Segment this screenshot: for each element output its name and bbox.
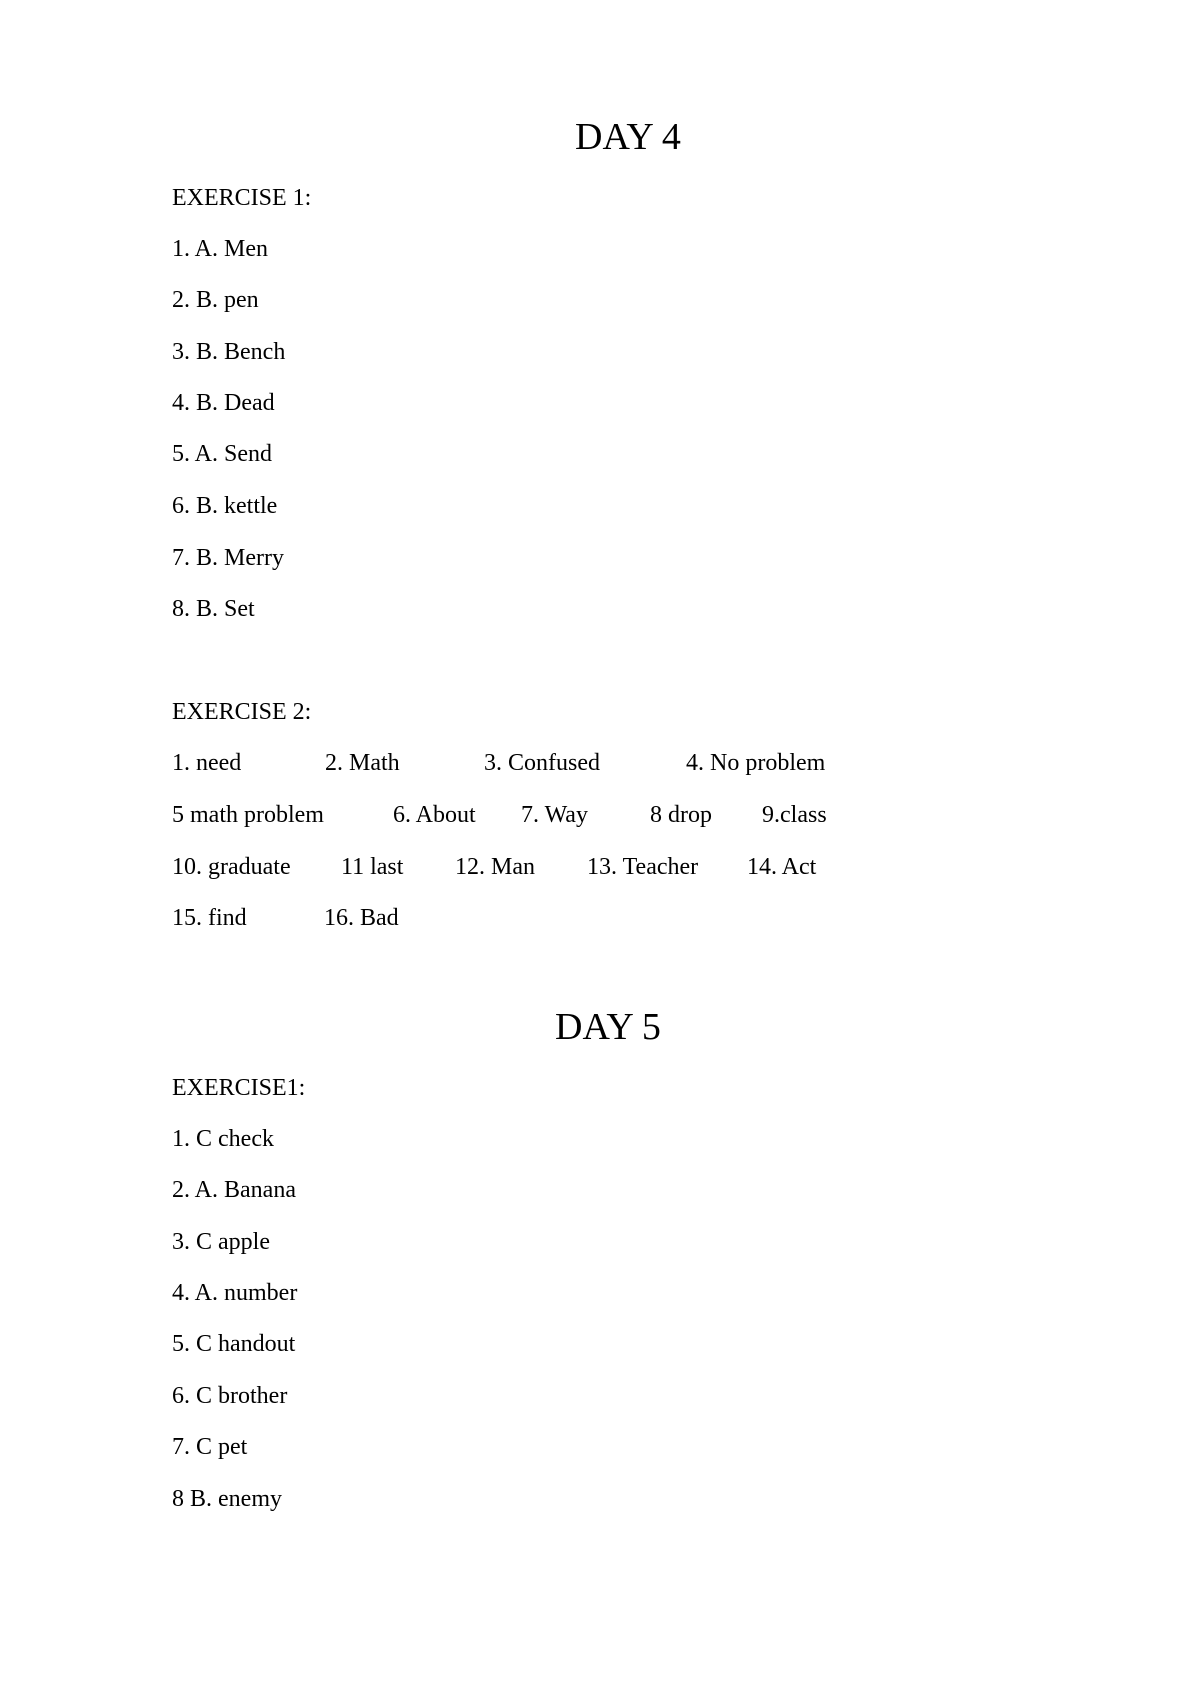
day4-ex1-answer-8: 8. B. Set (172, 596, 255, 622)
day5-exercise1-heading: EXERCISE1: (172, 1075, 306, 1101)
day4-ex2-answer-14: 14. Act (747, 854, 817, 880)
day4-ex2-answer-1: 1. need (172, 750, 242, 776)
day4-ex2-answer-16: 16. Bad (324, 905, 399, 931)
day5-ex1-answer-5: 5. C handout (172, 1331, 296, 1357)
day4-exercise2-heading: EXERCISE 2: (172, 699, 312, 725)
day4-ex2-row-1 (172, 751, 1072, 777)
day4-ex2-row-3 (172, 855, 1072, 881)
day4-ex2-answer-12: 12. Man (455, 854, 535, 880)
day4-ex2-row-4 (172, 906, 1072, 932)
day4-ex2-answer-7: 7. Way (521, 802, 588, 828)
day4-ex2-answer-9: 9.class (762, 802, 827, 828)
day5-ex1-answer-1: 1. C check (172, 1126, 274, 1152)
day4-ex2-answer-2: 2. Math (325, 750, 400, 776)
day5-ex1-answer-3: 3. C apple (172, 1229, 270, 1255)
day4-exercise1-heading: EXERCISE 1: (172, 185, 312, 211)
day4-ex2-answer-11: 11 last (341, 854, 404, 880)
day4-ex2-answer-8: 8 drop (650, 802, 712, 828)
day4-ex2-answer-4: 4. No problem (686, 750, 826, 776)
day4-ex1-answer-3: 3. B. Bench (172, 339, 286, 365)
day5-title: DAY 5 (555, 1006, 661, 1048)
day4-ex2-answer-3: 3. Confused (484, 750, 600, 776)
day4-ex2-answer-5: 5 math problem (172, 802, 324, 828)
day4-title: DAY 4 (575, 116, 681, 158)
day4-ex2-answer-13: 13. Teacher (587, 854, 699, 880)
day4-ex1-answer-4: 4. B. Dead (172, 390, 275, 416)
day5-ex1-answer-4: 4. A. number (172, 1280, 298, 1306)
day4-ex1-answer-6: 6. B. kettle (172, 493, 278, 519)
day4-ex2-answer-10: 10. graduate (172, 854, 291, 880)
day4-ex2-answer-15: 15. find (172, 905, 247, 931)
day5-ex1-answer-7: 7. C pet (172, 1434, 248, 1460)
day4-ex2-row-2 (172, 803, 1072, 829)
day4-ex2-answer-6: 6. About (393, 802, 476, 828)
day5-ex1-answer-2: 2. A. Banana (172, 1177, 296, 1203)
day5-ex1-answer-8: 8 B. enemy (172, 1486, 282, 1512)
day5-ex1-answer-6: 6. C brother (172, 1383, 288, 1409)
day4-ex1-answer-1: 1. A. Men (172, 236, 268, 262)
day4-ex1-answer-5: 5. A. Send (172, 441, 273, 467)
day4-ex1-answer-7: 7. B. Merry (172, 545, 284, 571)
day4-ex1-answer-2: 2. B. pen (172, 287, 259, 313)
